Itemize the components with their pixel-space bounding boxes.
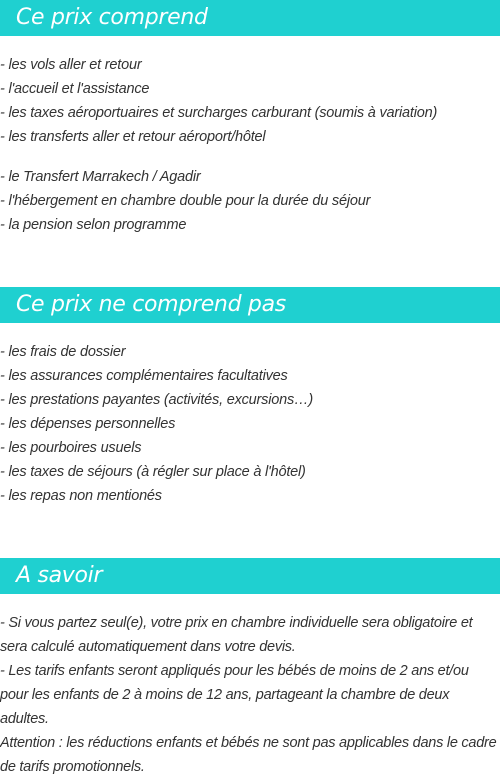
list-item: - le Transfert Marrakech / Agadir (0, 169, 201, 185)
list-item: - les dépenses personnelles (0, 416, 176, 432)
good-to-know-text: - Si vous partez seul(e), votre prix en chambre individuelle sera obligatoire et sera calculé automatiquement dans votre devis. - Les tarifs enfants seront appliqués pour les bébés de moins de 2 ans et/ou pour les enfants de 2 à moins de 12 ans, partageant la chambre de deux adultes. Attention : les réductions enfants et bébés ne sont pas applicables dans le cadre de tarifs promotionnels. (0, 615, 497, 775)
included-list-1 (0, 53, 500, 149)
list-item: - l'hébergement en chambre double pour la durée du séjour (0, 193, 371, 209)
list-item: - la pension selon programme (0, 217, 187, 233)
section-header-not-included: Ce prix ne comprend pas (0, 287, 500, 323)
list-item: - les frais de dossier (0, 344, 126, 360)
list-item: - l'accueil et l'assistance (0, 81, 150, 97)
list-item: - les transferts aller et retour aéroport/hôtel (0, 129, 266, 145)
list-item: - les taxes de séjours (à régler sur place à l'hôtel) (0, 464, 306, 480)
list-item: - les prestations payantes (activités, excursions…) (0, 392, 313, 408)
list-item: - les taxes aéroportuaires et surcharges carburant (soumis à variation) (0, 105, 438, 121)
not-included-list (0, 340, 500, 508)
section-header-good-to-know: A savoir (0, 558, 500, 594)
list-item: - les pourboires usuels (0, 440, 142, 456)
list-item: - les repas non mentionés (0, 488, 162, 504)
section-header-included: Ce prix comprend (0, 0, 500, 36)
list-item: - les assurances complémentaires facultatives (0, 368, 288, 384)
included-list-2 (0, 165, 500, 237)
list-item: - les vols aller et retour (0, 57, 142, 73)
